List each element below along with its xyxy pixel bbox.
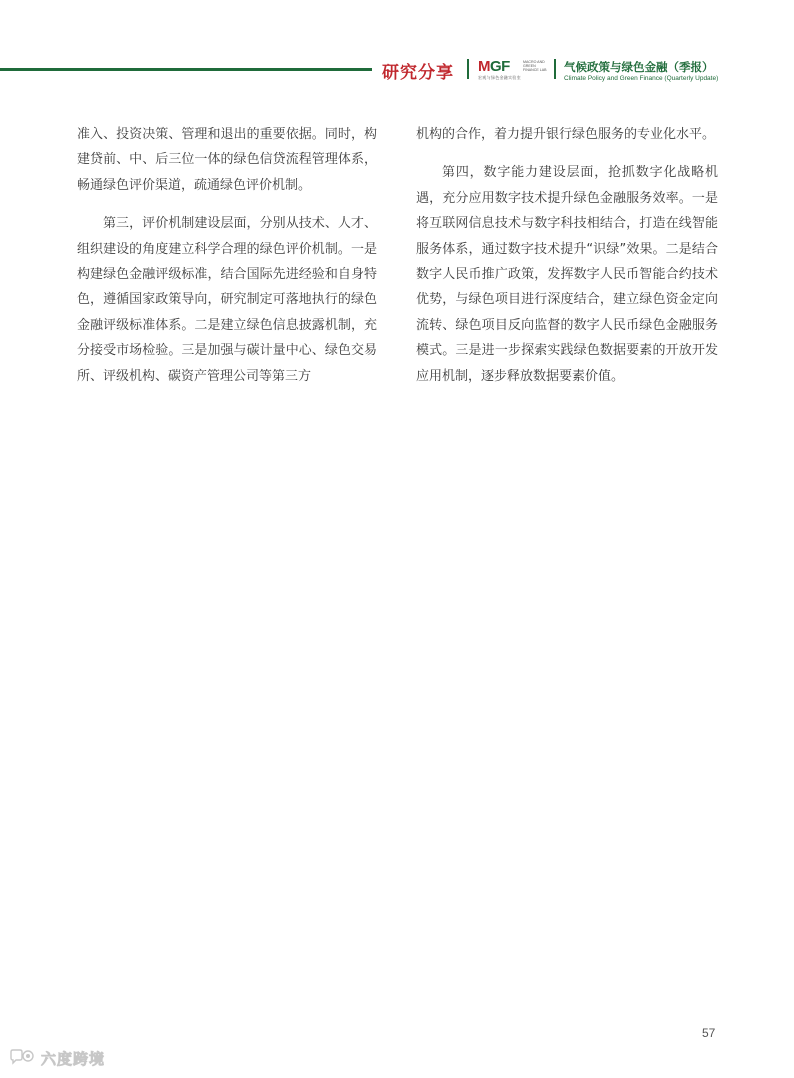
- paragraph: 第四，数字能力建设层面，抢抓数字化战略机遇，充分应用数字技术提升绿色金融服务效率。一是将互联网信息技术与数字科技相结合，打造在线智能服务体系，通过数字技术提升“识绿”效果。二是结合数字人民币推广政策，发挥数字人民币智能合约技术优势，与绿色项目进行深度结合，建立绿色资金定向流转、绿色项目反向监督的数字人民币绿色金融服务模式。三是进一步探索实践绿色数据要素的开放开发应用机制，逐步释放数据要素价值。: [416, 165, 718, 384]
- header-separator: [554, 59, 556, 79]
- page-number: 57: [702, 1026, 716, 1040]
- header-rule: [0, 68, 372, 71]
- logo-subtitle-en: MACRO AND GREEN FINANCE LAB: [523, 60, 547, 73]
- watermark-text: 六度跨境: [41, 1049, 106, 1068]
- paragraph: 准入、投资决策、管理和退出的重要依据。同时，构建贷前、中、后三位一体的绿色信贷流程管理体系，畅通绿色评价渠道，疏通绿色评价机制。: [77, 127, 377, 193]
- paragraph: 第三，评价机制建设层面，分别从技术、人才、组织建设的角度建立科学合理的绿色评价机制。一是构建绿色金融评级标准，结合国际先进经验和自身特色，遵循国家政策导向，研究制定可落地执行的绿色金融评级标准体系。二是建立绿色信息披露机制，充分接受市场检验。三是加强与碳计量中心、绿色交易所、评级机构、碳资产管理公司等第三方: [77, 216, 377, 384]
- mgf-logo: [478, 58, 548, 80]
- logo-wordmark: MGF: [478, 58, 510, 75]
- body-column-left: [77, 122, 377, 402]
- chat-bubble-logo-icon: [8, 1048, 38, 1068]
- body-column-right: [416, 122, 718, 402]
- paragraph: 机构的合作，着力提升银行绿色服务的专业化水平。: [416, 127, 716, 142]
- section-title: 研究分享: [382, 63, 454, 83]
- header-separator: [467, 59, 469, 79]
- publication-title-en: Climate Policy and Green Finance (Quarterly Update): [564, 75, 719, 82]
- watermark: [8, 1046, 105, 1070]
- publication-title-cn: 气候政策与绿色金融（季报）: [564, 60, 714, 74]
- logo-subtitle-cn: 宏观与绿色金融实验室: [478, 75, 521, 80]
